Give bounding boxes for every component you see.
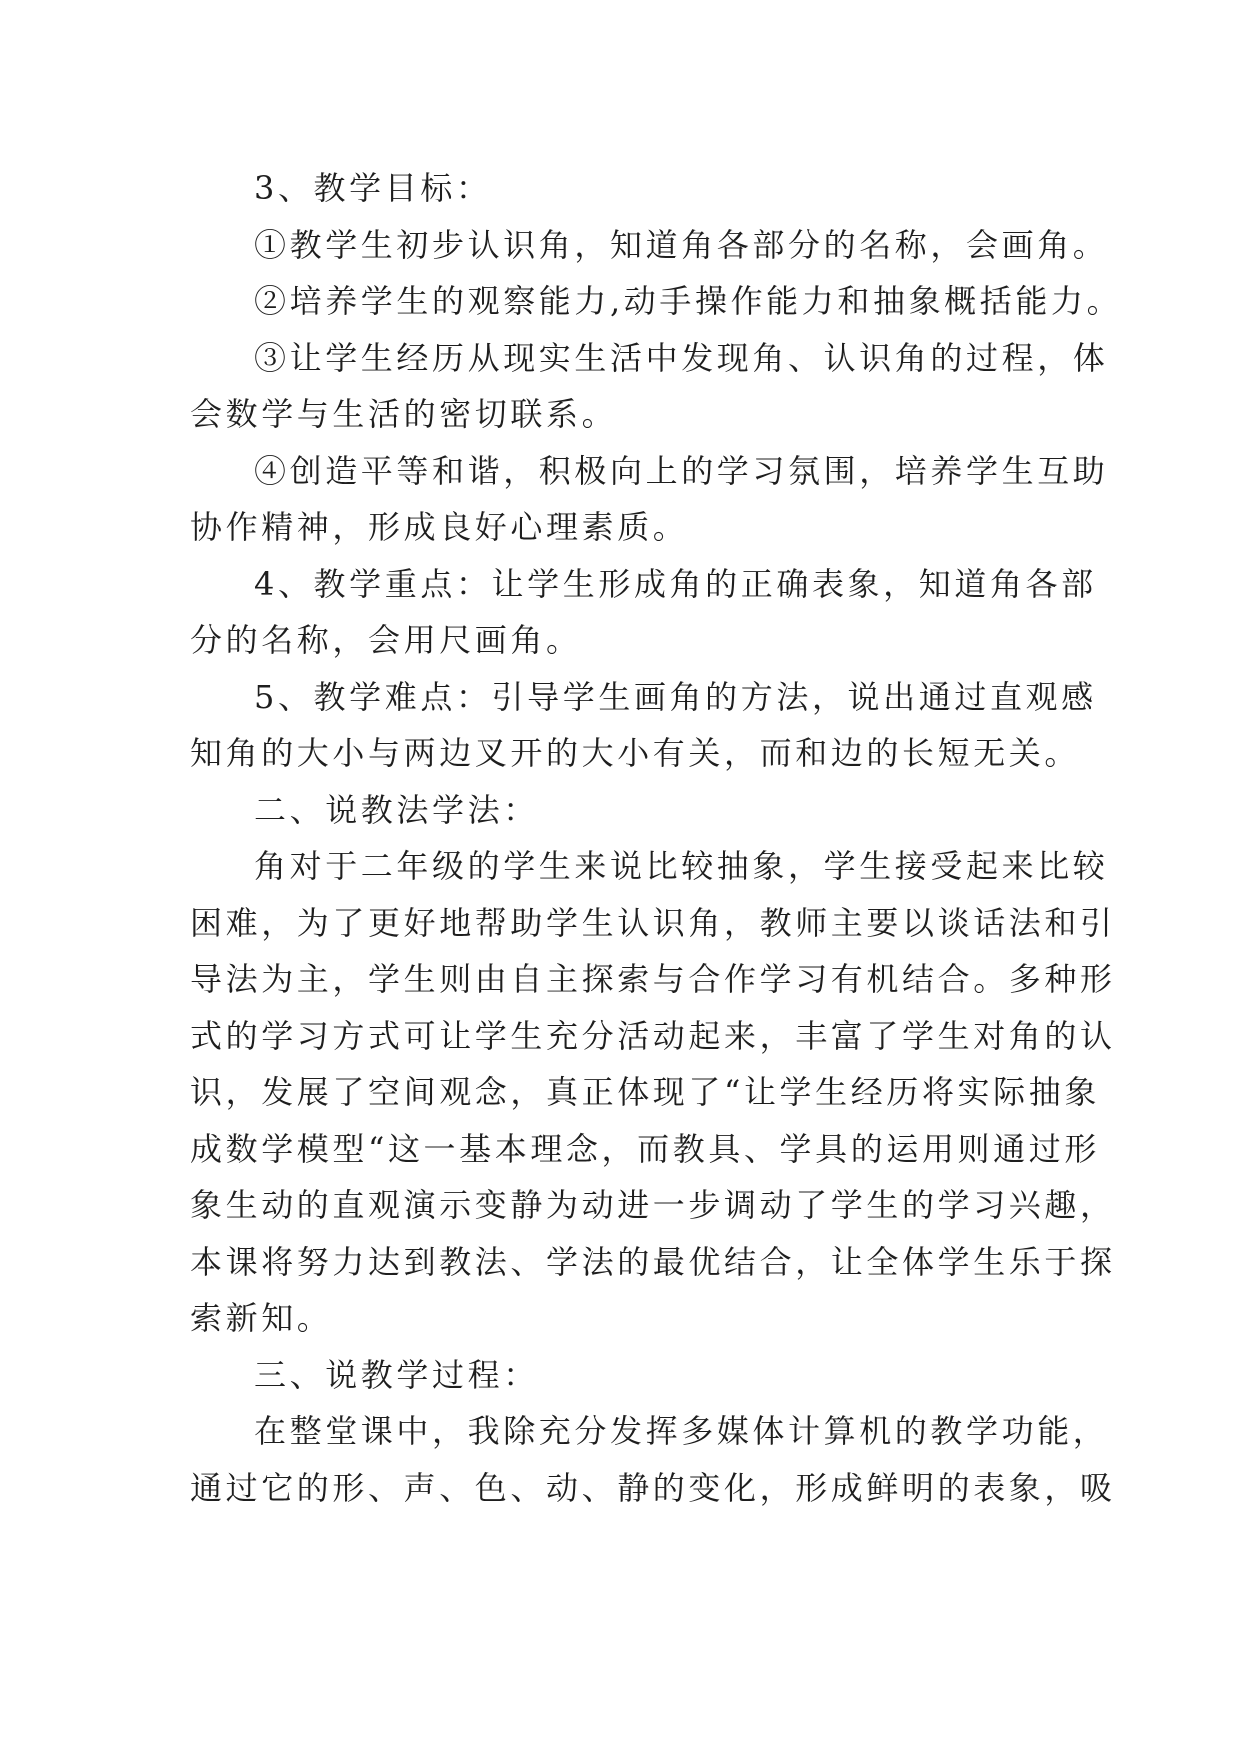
section-heading: 三、说教学过程： <box>254 1355 539 1394</box>
text-line: ②培养学生的观察能力,动手操作能力和抽象概括能力。 <box>254 282 1123 320</box>
text-line: ③让学生经历从现实生活中发现角、认识角的过程，体 <box>254 338 1109 377</box>
text-line: 在整堂课中，我除充分发挥多媒体计算机的教学功能， <box>254 1412 1109 1450</box>
text-line: 成数学模型“这一基本理念，而教具、学具的运用则通过形 <box>190 1129 1100 1168</box>
text-line: 索新知。 <box>190 1299 333 1337</box>
text-line: 困难，为了更好地帮助学生认识角，教师主要以谈话法和引 <box>190 903 1116 942</box>
text-line: 3、教学目标： <box>254 169 492 207</box>
text-line: 5、教学难点：引导学生画角的方法，说出通过直观感 <box>254 677 1097 716</box>
text-line: 知角的大小与两边叉开的大小有关，而和边的长短无关。 <box>190 734 1081 772</box>
text-line: 本课将努力达到教法、学法的最优结合，让全体学生乐于探 <box>190 1242 1116 1281</box>
text-line: 角对于二年级的学生来说比较抽象，学生接受起来比较 <box>254 847 1109 885</box>
text-line: ④创造平等和谐，积极向上的学习氛围，培养学生互助 <box>254 451 1109 490</box>
text-line: 导法为主，学生则由自主探索与合作学习有机结合。多种形 <box>190 960 1116 998</box>
text-line: 象生动的直观演示变静为动进一步调动了学生的学习兴趣， <box>190 1186 1116 1224</box>
text-line: 式的学习方式可让学生充分活动起来，丰富了学生对角的认 <box>190 1016 1116 1055</box>
text-line: 会数学与生活的密切联系。 <box>190 395 618 433</box>
section-heading: 二、说教法学法： <box>254 790 539 829</box>
text-line: 通过它的形、声、色、动、静的变化，形成鲜明的表象，吸 <box>190 1468 1116 1507</box>
text-line: 4、教学重点：让学生形成角的正确表象，知道角各部 <box>254 564 1097 603</box>
document-body <box>190 160 1123 1516</box>
text-line: 协作精神，形成良好心理素质。 <box>190 508 689 546</box>
text-line: 识，发展了空间观念，真正体现了“让学生经历将实际抽象 <box>190 1073 1100 1111</box>
text-line: 分的名称，会用尺画角。 <box>190 621 582 659</box>
text-line: ①教学生初步认识角，知道角各部分的名称，会画角。 <box>254 225 1109 264</box>
